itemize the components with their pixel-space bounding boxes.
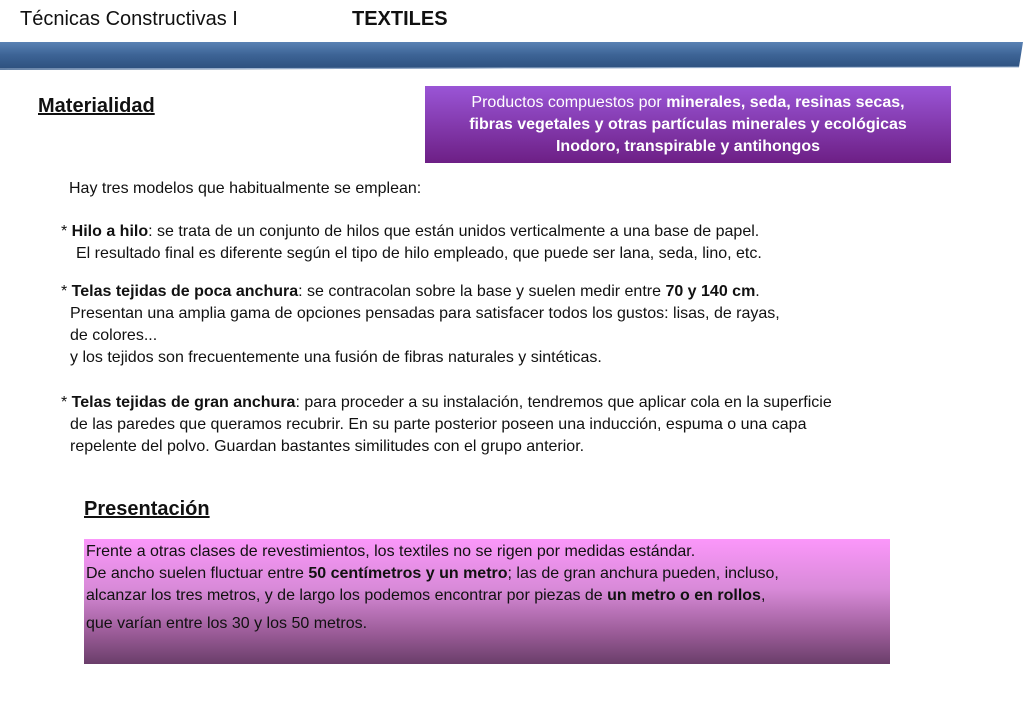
info-line-1-text: Productos compuestos por: [471, 94, 667, 111]
intro-text: Hay tres modelos que habitualmente se emplean:: [69, 180, 422, 197]
bullet: *: [61, 394, 72, 411]
materials-info-box: [425, 86, 951, 163]
item-line: de colores...: [70, 327, 158, 344]
presentation-box: [84, 539, 890, 664]
pres-bold: 50 centímetros y un metro: [308, 565, 508, 582]
item-title: Hilo a hilo: [71, 223, 149, 240]
pres-line-1: Frente a otras clases de revestimientos, los textiles no se rigen por medidas estándar.: [86, 543, 696, 560]
course-title: Técnicas Constructivas I: [20, 8, 238, 30]
item-text: : se contracolan sobre la base y suelen medir entre: [298, 283, 666, 300]
item-title: Telas tejidas de poca anchura: [71, 283, 299, 300]
bullet: *: [61, 223, 72, 240]
item-line: Presentan una amplia gama de opciones pensadas para satisfacer todos los gustos: lisas, de rayas,: [70, 305, 780, 322]
pres-line-4: que varían entre los 30 y los 50 metros.: [86, 615, 368, 632]
list-item: [61, 221, 762, 265]
item-text: : para proceder a su instalación, tendremos que aplicar cola en la superficie: [295, 394, 832, 411]
item-line: repelente del polvo. Guardan bastantes similitudes con el grupo anterior.: [70, 438, 585, 455]
pres-bold: un metro o en rollos: [607, 587, 761, 604]
pres-text: ,: [760, 587, 766, 604]
item-line: de las paredes que queramos recubrir. En su parte posterior poseen una inducción, espuma o una capa: [70, 416, 807, 433]
info-line-3: [425, 136, 951, 158]
item-bold-value: 70 y 140 cm: [665, 283, 756, 300]
presentacion-heading: Presentación: [84, 498, 210, 520]
item-text: : se trata de un conjunto de hilos que están unidos verticalmente a una base de papel.: [148, 223, 760, 240]
pres-text: ; las de gran anchura pueden, incluso,: [507, 565, 779, 582]
pres-text: De ancho suelen fluctuar entre: [86, 565, 309, 582]
page-title: TEXTILES: [352, 8, 448, 30]
item-line: [61, 281, 780, 303]
list-item: [61, 281, 780, 369]
info-line-2: [425, 114, 951, 136]
item-line: [61, 221, 762, 243]
bullet: *: [61, 283, 72, 300]
info-line-2-bold: fibras vegetales y otras partículas minerales y ecológicas: [469, 116, 907, 133]
info-line-3-bold: Inodoro, transpirable y antihongos: [555, 138, 820, 155]
info-line-1: [425, 92, 951, 114]
item-line: y los tejidos son frecuentemente una fusión de fibras naturales y sintéticas.: [70, 349, 602, 366]
item-line: [61, 392, 832, 414]
item-text: .: [755, 283, 760, 300]
header-band: [0, 42, 1023, 70]
item-line: El resultado final es diferente según el tipo de hilo empleado, que puede ser lana, seda, lino, etc.: [76, 245, 762, 262]
pres-text: alcanzar los tres metros, y de largo los podemos encontrar por piezas de: [86, 587, 608, 604]
item-title: Telas tejidas de gran anchura: [71, 394, 296, 411]
pres-line-3: [86, 585, 890, 607]
pres-line-2: [86, 563, 890, 585]
list-item: [61, 392, 832, 458]
info-line-1-bold: minerales, seda, resinas secas,: [666, 94, 905, 111]
materialidad-heading: Materialidad: [38, 95, 155, 117]
